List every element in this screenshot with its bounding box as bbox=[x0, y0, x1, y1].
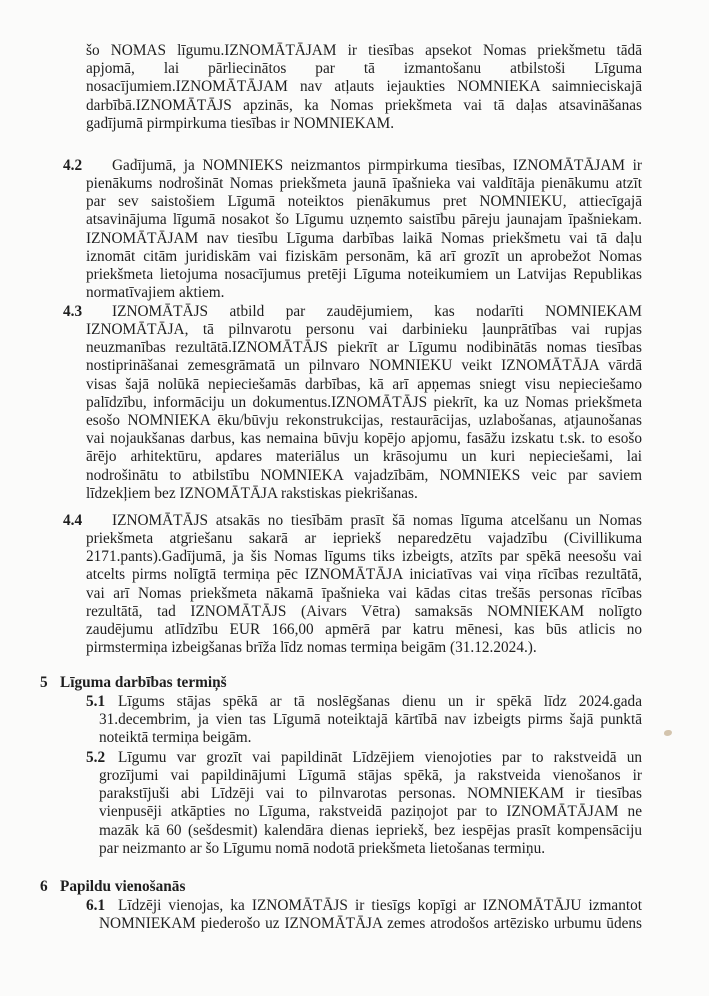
text-line: līdzekļiem bez IZNOMĀTĀJA rakstiskas piekrišanas. bbox=[86, 484, 418, 502]
clause-number: 6.1 bbox=[86, 897, 106, 914]
text-line: IZNOMĀTĀJS atsakās no tiesībām prasīt šā nomas līguma atcelšanu un Nomas bbox=[112, 512, 642, 529]
text-line: nostiprināšanai zemesgrāmatā un pilnvaro NOMNIEKU veikt IZNOMĀTĀJA vārdā bbox=[86, 357, 642, 375]
text-line: mazāk kā 60 (sešdesmit) kalendāra dienas iepriekš, bez iespējas prasīt kompensāciju bbox=[99, 821, 642, 839]
text-line: pirmstermiņa izbeigšanas brīža līdz nomas termiņa beigām (31.12.2024.). bbox=[86, 639, 537, 657]
text-line: visas šajā nolūkā nepieciešamās darbības, kā arī apņemas sniegt visu nepieciešamo bbox=[86, 375, 642, 393]
clause-4-4 bbox=[112, 512, 642, 530]
clause-number: 4.3 bbox=[63, 303, 83, 320]
text-line: esošo NOMNIEKA ēku/būvju rekonstrukcijas, restaurācijas, uzlabošanas, atjaunošanas bbox=[86, 412, 642, 430]
text-line: par sev saistošiem Līgumā noteiktos pienākumus pret NOMNIEKU, attiecīgajā bbox=[86, 193, 642, 211]
text-line: priekšmeta lietojuma nosacījumus pretēji Līguma noteikumiem un Latvijas Republikas bbox=[86, 266, 642, 284]
text-line: nodrošinātu to atbilstību NOMNIEKA vajadzībām, NOMNIEKS veic par saviem bbox=[86, 466, 642, 484]
section-number: 5 bbox=[40, 674, 48, 691]
text-line: IZNOMĀTĀJA, tā pilnvarotu personu vai darbinieku ļaunprātības vai rupjas bbox=[86, 321, 642, 338]
text-line: grozījumi vai papildinājumi Līgumā stājas spēkā, ja rakstveida vienošanos ir bbox=[99, 767, 642, 784]
text-line: atcelts pirms nolīgtā termiņa pēc IZNOMĀTĀJA iniciatīvas vai viņa rīcības rezultātā, bbox=[86, 566, 642, 584]
text-line: neuzmanības rezultātā.IZNOMĀTĀJS piekrīt ar Līgumu nodibinātās nomas tiesības bbox=[86, 339, 642, 357]
clause-5-2-body bbox=[99, 767, 642, 858]
text-line: šo NOMAS līgumu.IZNOMĀTĀJAM ir tiesības apsekot Nomas priekšmetu tādā bbox=[86, 42, 642, 59]
text-line: zaudējumu atlīdzību EUR 166,00 apmērā par katru mēnesi, kas būs atlicis no bbox=[86, 621, 642, 639]
clause-4-3-body bbox=[86, 321, 642, 503]
text-line: darbībā.IZNOMĀTĀJS apzinās, ka Nomas priekšmeta vai tā daļas atsavināšanas bbox=[86, 96, 642, 114]
text-line: normatīvajiem aktiem. bbox=[86, 284, 225, 302]
clause-4-4-body bbox=[86, 530, 642, 657]
text-line: ārējo arhitektūru, apdares materiālus un krāsojumu un kuri nepieciešami, lai bbox=[86, 448, 642, 466]
text-line: noteiktā termiņa beigām. bbox=[99, 729, 252, 747]
clause-number: 5.1 bbox=[86, 693, 106, 710]
text-line: palīdzību, informāciju un dokumentus.IZNOMĀTĀJS piekrīt, ka uz Nomas priekšmeta bbox=[86, 393, 642, 411]
text-line: Līdzēji vienojas, ka IZNOMĀTĀJS ir tiesīgs kopīgi ar IZNOMĀTĀJU izmantot bbox=[118, 897, 642, 914]
text-line: par neizmanto ar šo Līgumu nomā nodotā priekšmeta lietošanas termiņu. bbox=[99, 839, 546, 857]
clause-4-3 bbox=[112, 303, 642, 321]
clause-number: 5.2 bbox=[86, 749, 106, 766]
clause-4-2-body bbox=[86, 175, 642, 302]
text-line: IZNOMĀTĀJAM nav tiesību Līguma darbības laikā Nomas priekšmetu vai tā daļu bbox=[86, 229, 642, 247]
section-title: Līguma darbības termiņš bbox=[60, 674, 227, 691]
text-line: 2171.pants).Gadījumā, ja šis Nomas līgums tiks izbeigts, atzīts par spēkā neesošu vai bbox=[86, 548, 642, 566]
text-line: vai nojaukšanas darbus, kas nemaina būvju kopējo apjomu, fasāžu izskatu t.sk. to esošo bbox=[86, 430, 642, 448]
clause-number: 4.2 bbox=[63, 157, 83, 174]
clause-6-1-body bbox=[99, 915, 642, 933]
text-line: priekšmeta atgriešanu sakarā ar iepriekš neparedzētu vajadzību (Civillikuma bbox=[86, 530, 642, 547]
section-heading-6 bbox=[40, 878, 185, 896]
text-line: Līgums stājas spēkā ar tā noslēgšanas dienu un ir spēkā līdz 2024.gada bbox=[118, 693, 642, 710]
clause-4-2 bbox=[86, 157, 642, 175]
text-line: atsavinājuma līgumā nosakot šo Līgumu uzņemto saistību pāreju jaunajam īpašniekam. bbox=[86, 211, 642, 229]
text-line: pienākums nodrošināt Nomas priekšmeta jaunā īpašnieka vai valdītāja pienākumu atzīt bbox=[86, 175, 642, 192]
text-line: Līgumu var grozīt vai papildināt Līdzējiem vienojoties par to rakstveidā un bbox=[118, 749, 642, 766]
section-title: Papildu vienošanās bbox=[60, 878, 186, 895]
clause-6-1 bbox=[118, 897, 642, 915]
clause-5-2 bbox=[118, 749, 642, 767]
text-line: 31.decembrim, ja vien tas Līgumā noteiktajā kārtībā nav izbeigts pirms šajā punktā bbox=[99, 711, 642, 728]
section-number: 6 bbox=[40, 878, 48, 895]
text-line: apjomā, lai pārliecinātos par tā izmantošanu atbilstoši Līguma bbox=[86, 60, 642, 78]
text-line: vienpusēji atkāpties no Līguma, rakstveidā paziņojot par to IZNOMĀTĀJAM ne bbox=[99, 803, 642, 821]
clause-5-1-body bbox=[99, 711, 642, 747]
text-line: vai arī Nomas priekšmeta nākamā īpašnieka vai kādas citas trešās personas rīcības bbox=[86, 584, 642, 602]
scan-artifact bbox=[664, 730, 672, 736]
text-line: IZNOMĀTĀJS atbild par zaudējumiem, kas nodarīti NOMNIEKAM bbox=[112, 303, 642, 320]
clause-4-1-continuation bbox=[86, 42, 642, 133]
text-line: rezultātā, tad IZNOMĀTĀJS (Aivars Vētra) samaksās NOMNIEKAM nolīgto bbox=[86, 602, 642, 620]
text-line: gadījumā pirmpirkuma tiesības ir NOMNIEKAM. bbox=[86, 114, 395, 132]
text-line: nosacījumiem.IZNOMĀTĀJAM nav atļauts iejaukties NOMNIEKA saimnieciskajā bbox=[86, 78, 642, 96]
section-heading-5 bbox=[40, 674, 227, 692]
text-line: Gadījumā, ja NOMNIEKS neizmantos pirmpirkuma tiesības, IZNOMĀTĀJAM ir bbox=[112, 157, 642, 174]
clause-5-1 bbox=[118, 693, 642, 711]
clause-number: 4.4 bbox=[63, 512, 83, 529]
text-line: parakstījuši abi Līdzēji vai to pilnvarotas personas. NOMNIEKAM ir tiesības bbox=[99, 785, 642, 803]
text-line: NOMNIEKAM piederošo uz IZNOMĀTĀJA zemes atrodošos artēzisko urbumu ūdens bbox=[99, 915, 642, 932]
text-line: iznomāt citām juridiskām vai fiziskām personām, kā arī grozīt un aprobežot Nomas bbox=[86, 247, 642, 265]
